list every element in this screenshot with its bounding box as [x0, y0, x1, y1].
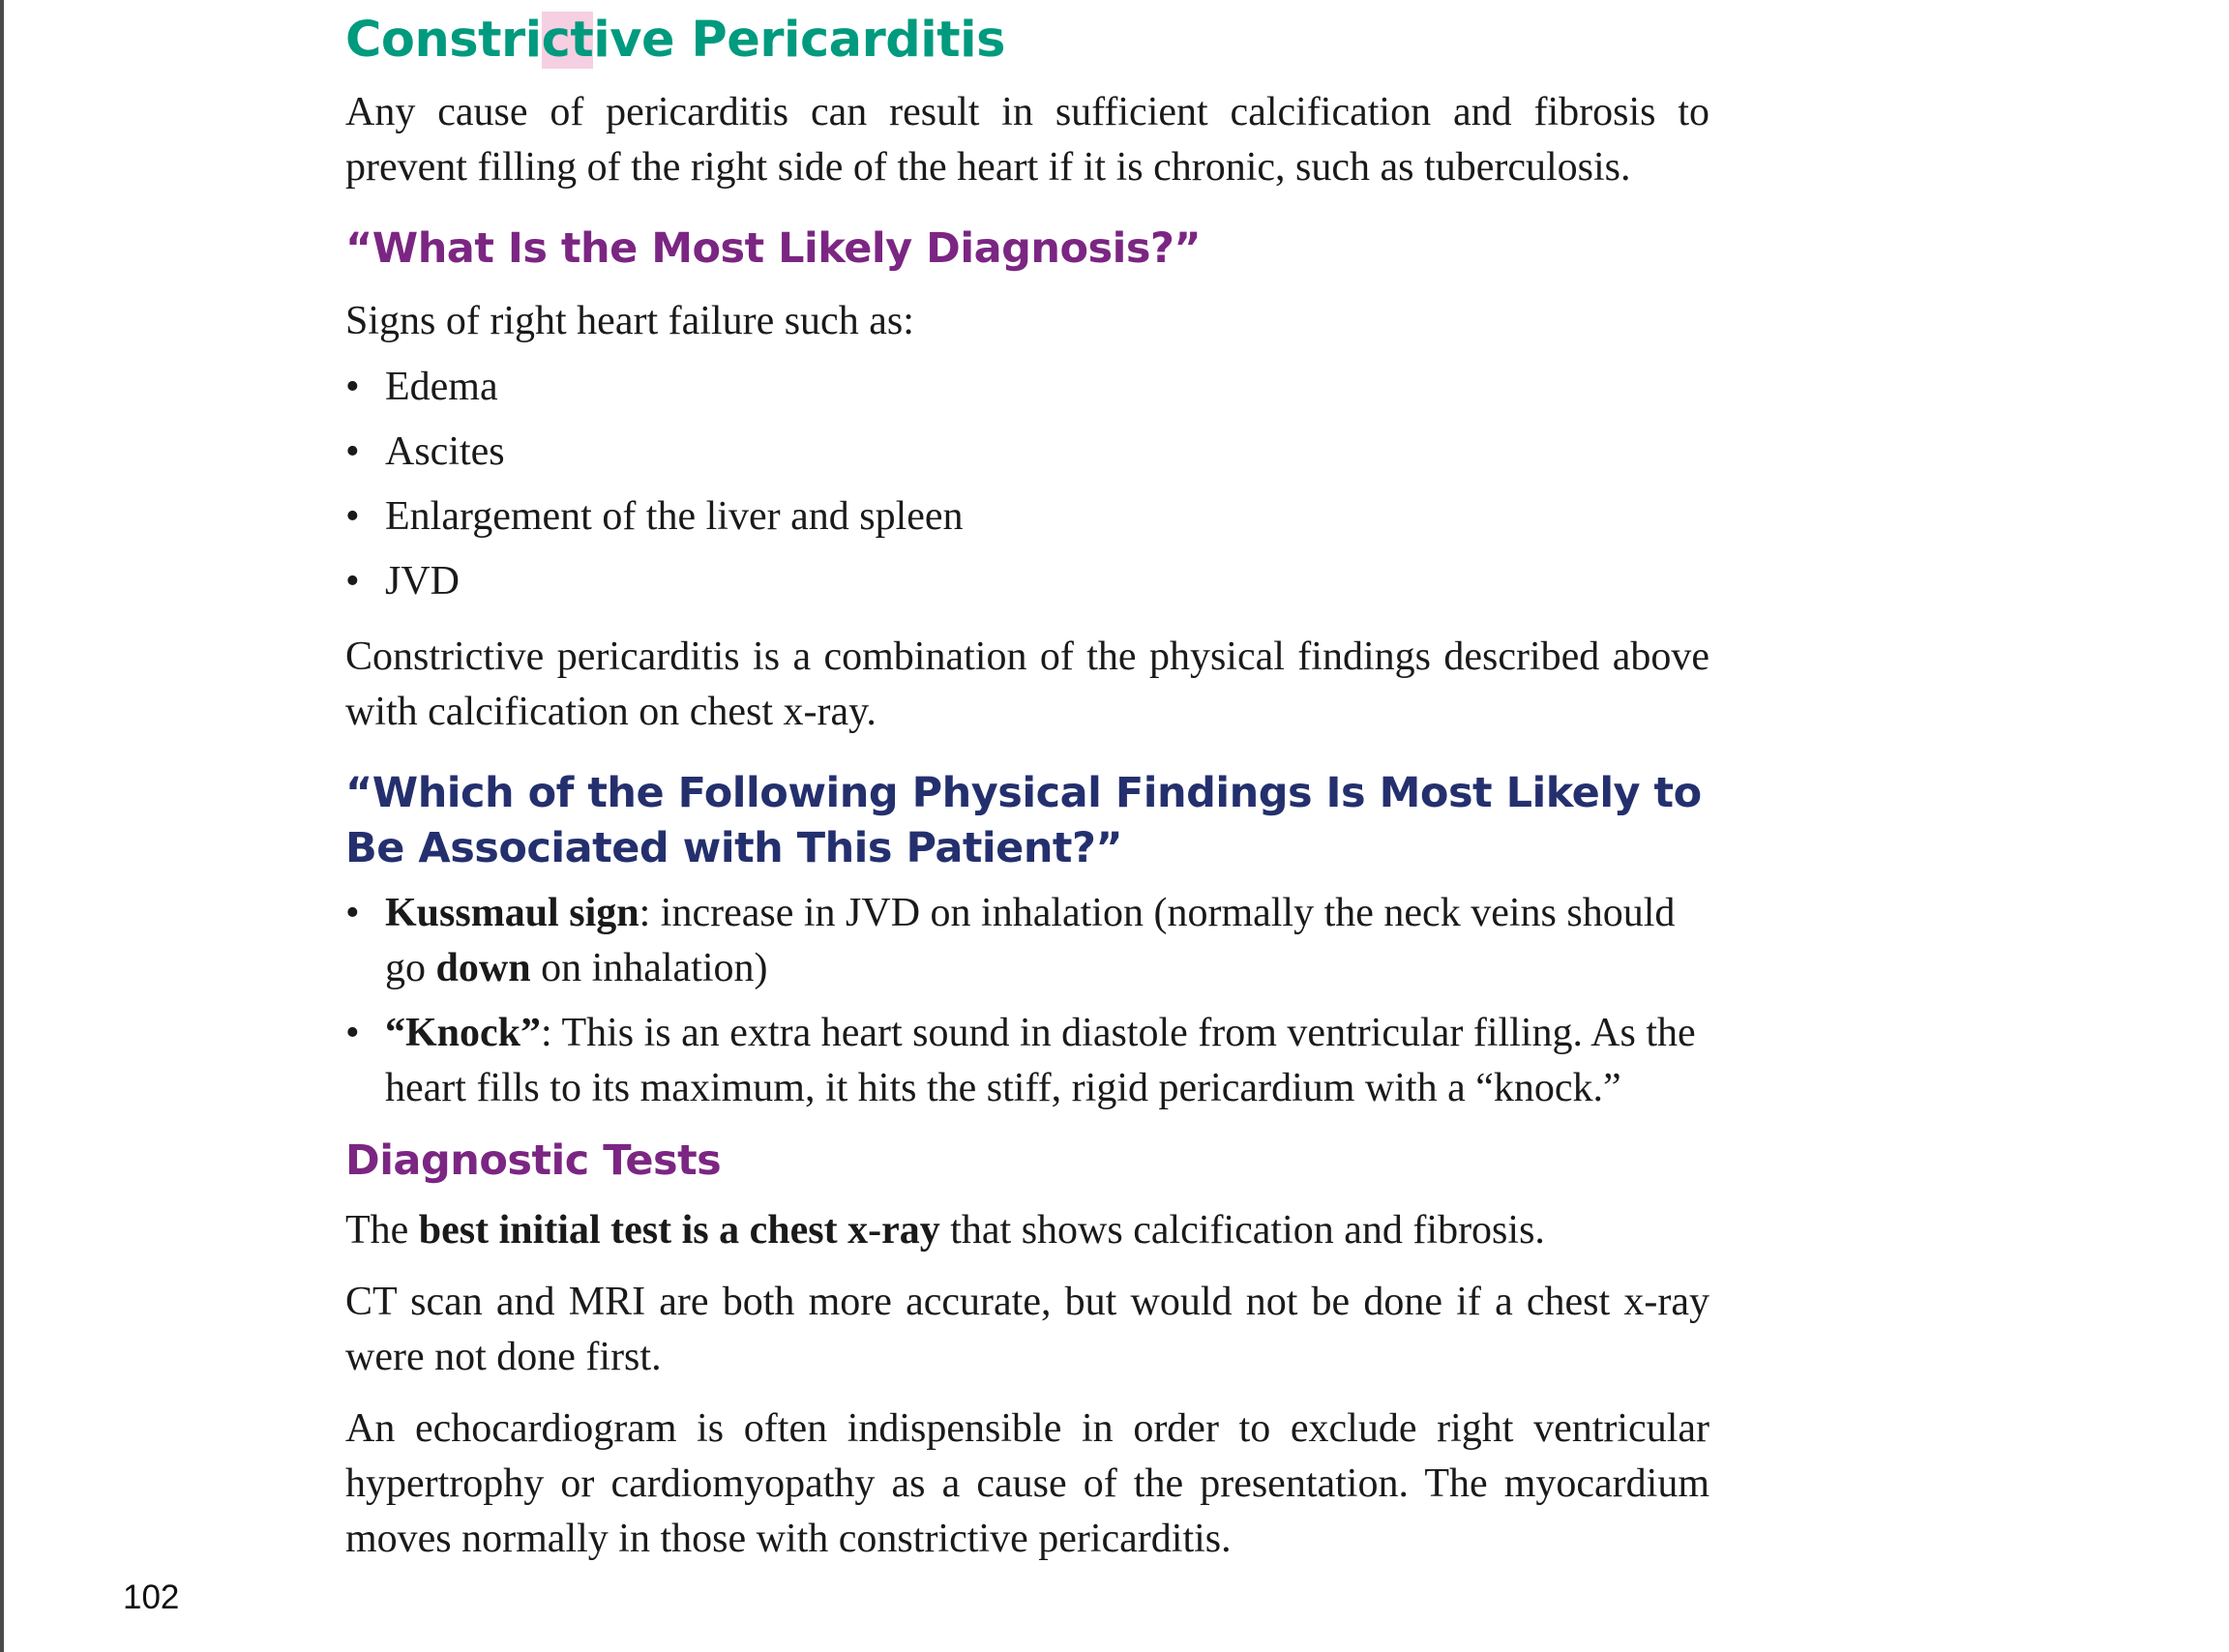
kussmaul-emphasis: down	[435, 946, 531, 990]
page-number: 102	[123, 1578, 180, 1616]
diagnosis-summary: Constrictive pericarditis is a combination of the physical findings described above with calcification on chest x-ray.	[345, 634, 1709, 734]
diagnosis-lead: Signs of right heart failure such as:	[345, 299, 914, 343]
section-title-part-1: Constri	[345, 12, 542, 69]
list-item-knock	[345, 1006, 1709, 1116]
knock-text: : This is an extra heart sound in diastole from ventricular filling. As the heart fills to its maximum, it hits the stiff, rigid pericardium with a “knock.”	[385, 1011, 1696, 1110]
list-item: • Enlargement of the liver and spleen	[345, 489, 1709, 545]
tests-p1-start: The	[345, 1208, 419, 1253]
kussmaul-text-end: on inhalation)	[530, 946, 768, 990]
list-item: • Ascites	[345, 425, 1709, 480]
kussmaul-text: : increase in JVD on inhalation (normally the neck veins should go	[385, 891, 1676, 990]
section-title-part-2: ive Pericarditis	[593, 12, 1005, 69]
list-item: • Edema	[345, 360, 1709, 415]
knock-term: “Knock”	[385, 1011, 542, 1055]
diagnosis-signs-list	[345, 360, 1709, 609]
tests-paragraph-3: An echocardiogram is often indispensible in order to exclude right ventricular hypertrophy or cardiomyopathy as a cause of the presentation. The myocardium moves normally in those with constrictive pericarditis.	[345, 1406, 1709, 1561]
list-item: • JVD	[345, 554, 1709, 609]
kussmaul-term: Kussmaul sign	[385, 891, 639, 935]
page-content	[345, 10, 1709, 1567]
tests-paragraph-2: CT scan and MRI are both more accurate, but would not be done if a chest x-ray were not done first.	[345, 1280, 1709, 1379]
findings-heading: “Which of the Following Physical Findings Is Most Likely to Be Associated with This Patient?”	[345, 769, 1702, 872]
section-title-highlight: ct	[541, 12, 594, 69]
intro-paragraph: Any cause of pericarditis can result in sufficient calcification and fibrosis to prevent filling of the right side of the heart if it is chronic, such as tuberculosis.	[345, 90, 1709, 190]
findings-list	[345, 886, 1709, 1116]
diagnosis-heading: “What Is the Most Likely Diagnosis?”	[345, 224, 1202, 273]
tests-paragraph-1	[345, 1203, 1709, 1258]
tests-heading: Diagnostic Tests	[345, 1136, 722, 1185]
page-left-edge-rule	[0, 0, 4, 1652]
section-title	[345, 10, 1709, 72]
tests-p1-end: that shows calcification and fibrosis.	[939, 1208, 1545, 1253]
list-item-kussmaul-sign	[345, 886, 1709, 996]
tests-p1-emphasis: best initial test is a chest x-ray	[418, 1208, 940, 1253]
